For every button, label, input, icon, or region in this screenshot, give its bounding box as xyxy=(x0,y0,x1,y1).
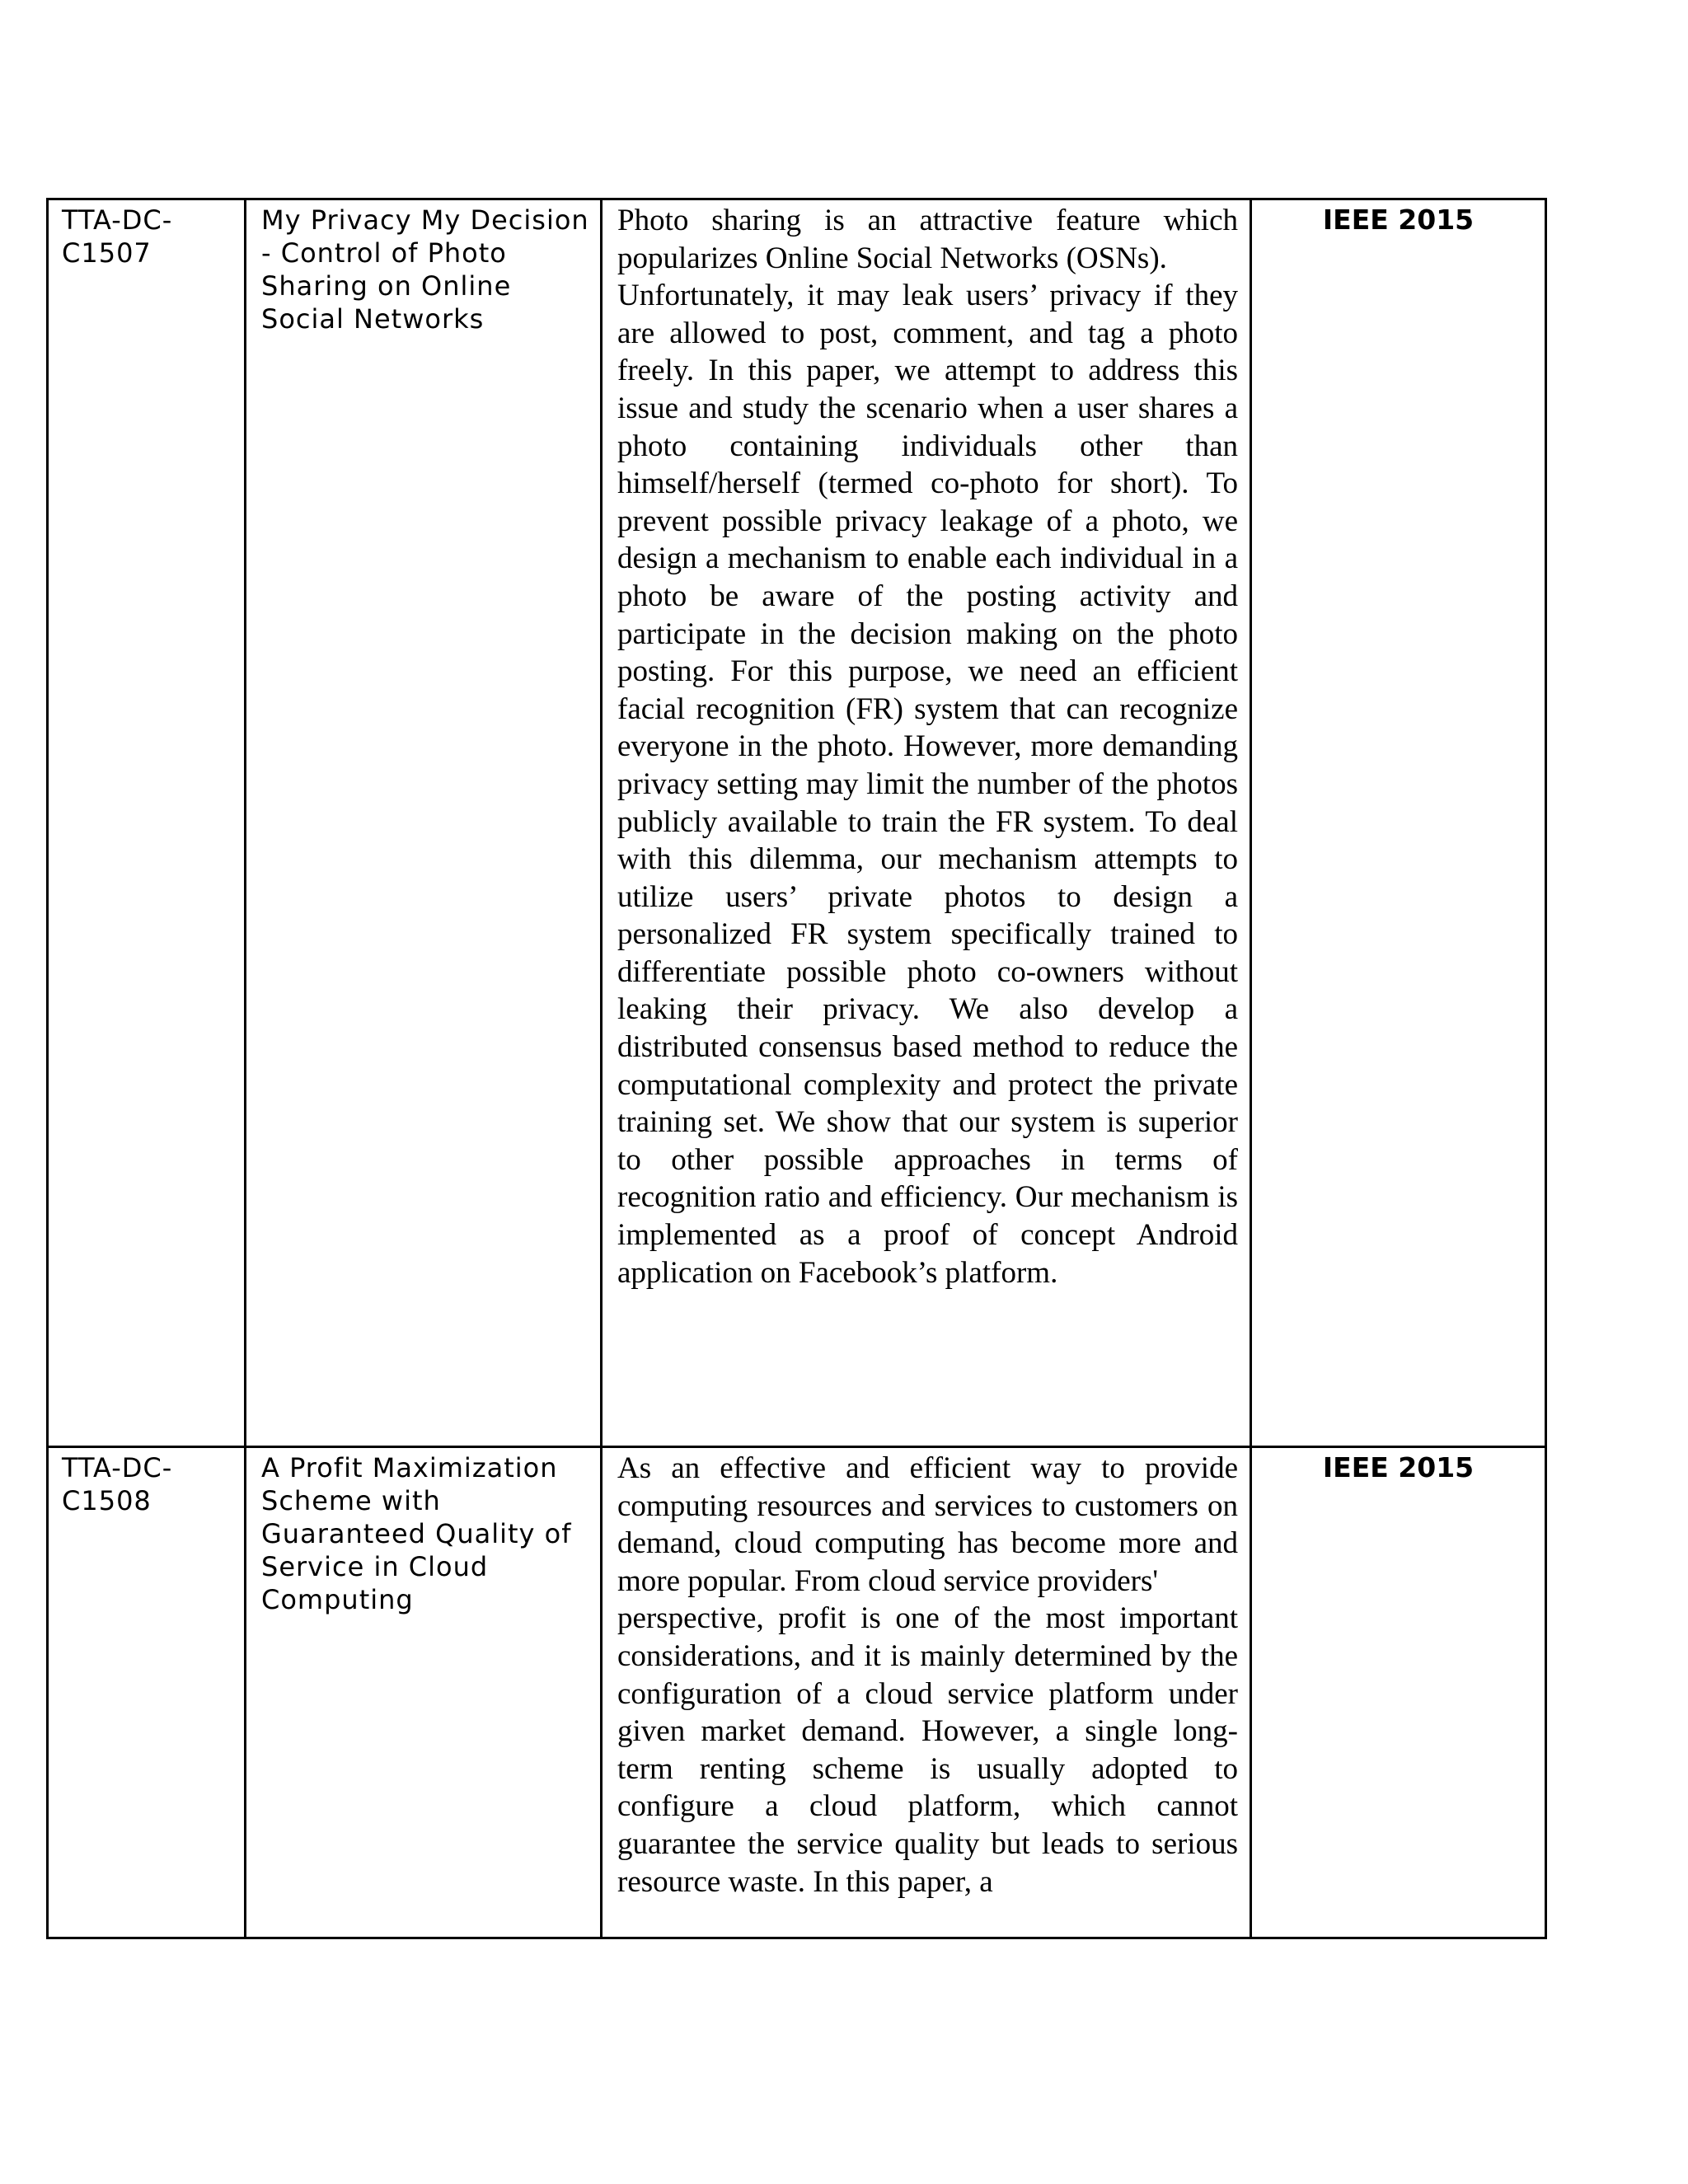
project-table xyxy=(46,198,1547,1939)
project-abstract-cell xyxy=(602,1447,1251,1938)
abstract-body: perspective, profit is one of the most important considerations, and it is mainly determined by the configuration of a cloud service platform under given market demand. However, a single long-term renting scheme is usually adopted to configure a cloud platform, which cannot guarantee the service quality but leads to serious resource waste. In this paper, a xyxy=(617,1601,1238,1899)
project-title: A Profit Maximization Scheme with Guaranteed Quality of Service in Cloud Computing xyxy=(261,1452,572,1615)
table-row xyxy=(48,1447,1546,1938)
project-code-cell xyxy=(48,199,246,1447)
abstract-body: Unfortunately, it may leak users’ privacy if they are allowed to post, comment, and tag a photo freely. In this paper, we attempt to address this issue and study the scenario when a user shares a photo containing individuals other than himself/herself (termed co-photo for short). To prevent possible privacy leakage of a photo, we design a mechanism to enable each individual in a photo be aware of the posting activity and participate in the decision making on the photo posting. For this purpose, we need an efficient facial recognition (FR) system that can recognize everyone in the photo. However, more demanding privacy setting may limit the number of the photos publicly available to train the FR system. To deal with this dilemma, our mechanism attempts to utilize users’ private photos to design a personalized FR system specifically trained to differentiate possible photo co-owners without leaking their privacy. We also develop a distributed consensus based method to reduce the computational complexity and protect the private training set. We show that our system is superior to other possible approaches in terms of recognition ratio and efficiency. Our mechanism is implemented as a proof of concept Android application on Facebook’s platform. xyxy=(617,279,1238,1290)
project-year: IEEE 2015 xyxy=(1322,1451,1475,1483)
project-title: My Privacy My Decision - Control of Photo Sharing on Online Social Networks xyxy=(261,204,589,335)
project-title-cell xyxy=(246,1447,602,1938)
abstract-lead: As an effective and efficient way to provide computing resources and services to customers on demand, cloud computing has become more and more popular. From cloud service providers' xyxy=(617,1451,1238,1598)
project-year-cell xyxy=(1251,199,1546,1447)
project-year-cell xyxy=(1251,1447,1546,1938)
project-code: TTA-DC- C1507 xyxy=(62,204,173,269)
project-abstract xyxy=(603,1448,1250,1915)
table-row xyxy=(48,199,1546,1447)
project-abstract xyxy=(603,200,1250,1306)
abstract-lead: Photo sharing is an attractive feature which popularizes Online Social Networks (OSNs). xyxy=(617,204,1238,275)
project-code-cell xyxy=(48,1447,246,1938)
project-year: IEEE 2015 xyxy=(1322,204,1475,236)
project-abstract-cell xyxy=(602,199,1251,1447)
project-title-cell xyxy=(246,199,602,1447)
project-code: TTA-DC- C1508 xyxy=(62,1452,173,1516)
